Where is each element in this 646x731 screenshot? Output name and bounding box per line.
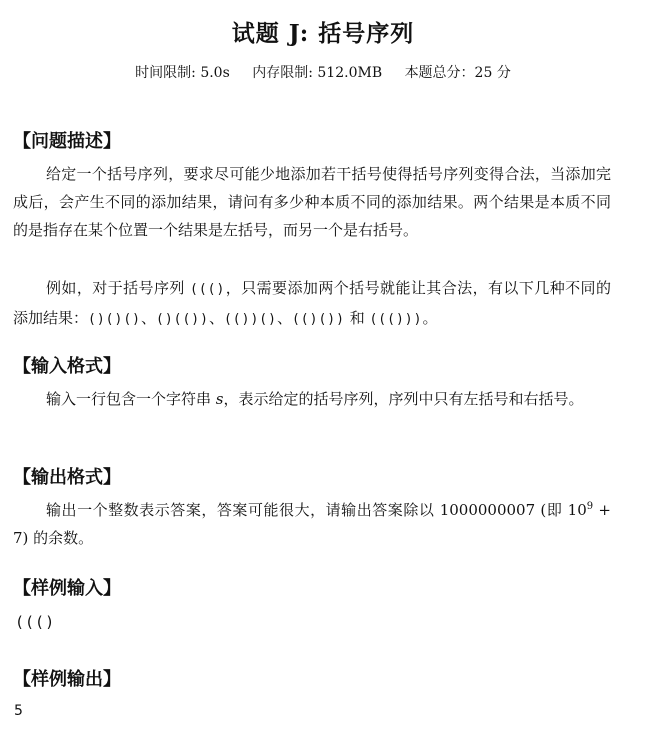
result-2: ()(()) <box>156 312 209 327</box>
example-intro: 例如，对于括号序列 <box>46 279 191 297</box>
description-paragraph-2 <box>13 274 611 334</box>
separator-1: 、 <box>140 309 156 327</box>
sentence-end: 。 <box>422 309 438 327</box>
input-heading: 【输入格式】 <box>13 356 121 377</box>
separator-3: 、 <box>276 309 292 327</box>
result-3: (())() <box>223 312 277 327</box>
input-text-a: 输入一行包含一个字符串 <box>46 390 216 408</box>
example-sequence: ((() <box>190 282 226 297</box>
sample-input-heading: 【样例输入】 <box>13 578 121 599</box>
time-limit: 时间限制: 5.0s <box>135 65 230 81</box>
result-5: ((())) <box>369 312 423 327</box>
output-paragraph <box>13 496 611 552</box>
output-text-a: 输出一个整数表示答案，答案可能很大，请输出答案除以 1000000007 (即 10 <box>46 501 587 519</box>
memory-limit: 内存限制: 512.0MB <box>252 65 383 81</box>
output-heading: 【输出格式】 <box>13 467 121 488</box>
input-text-b: ，表示给定的括号序列，序列中只有左括号和右括号。 <box>223 390 584 408</box>
total-score: 本题总分：25 分 <box>404 65 511 81</box>
problem-title: 试题 J: 括号序列 <box>231 20 415 47</box>
input-variable: s <box>215 390 224 408</box>
result-1: ()()() <box>88 312 141 327</box>
example-explanation: ，只需要添加两个括号就能让其合法，有以下几种不同的添加结果： <box>13 279 611 327</box>
output-exponent: 9 <box>586 501 594 512</box>
input-paragraph <box>13 385 611 413</box>
description-heading: 【问题描述】 <box>13 131 121 152</box>
result-4: (()()) <box>291 312 345 327</box>
problem-meta <box>0 62 646 82</box>
conjunction-and: 和 <box>344 309 370 327</box>
sample-output-heading: 【样例输出】 <box>13 669 121 690</box>
sample-input-value: ((() <box>15 613 56 631</box>
description-paragraph-1: 给定一个括号序列，要求尽可能少地添加若干括号使得括号序列变得合法，当添加完成后，会产生不同的添加结果，请问有多少种本质不同的添加结果。两个结果是本质不同的是指存在某个位置一个结果是左括号，而另一个是右括号。 <box>13 165 611 239</box>
separator-2: 、 <box>208 309 224 327</box>
sample-output-value: 5 <box>14 703 23 719</box>
output-text-b: + 7) 的余数。 <box>13 501 611 547</box>
